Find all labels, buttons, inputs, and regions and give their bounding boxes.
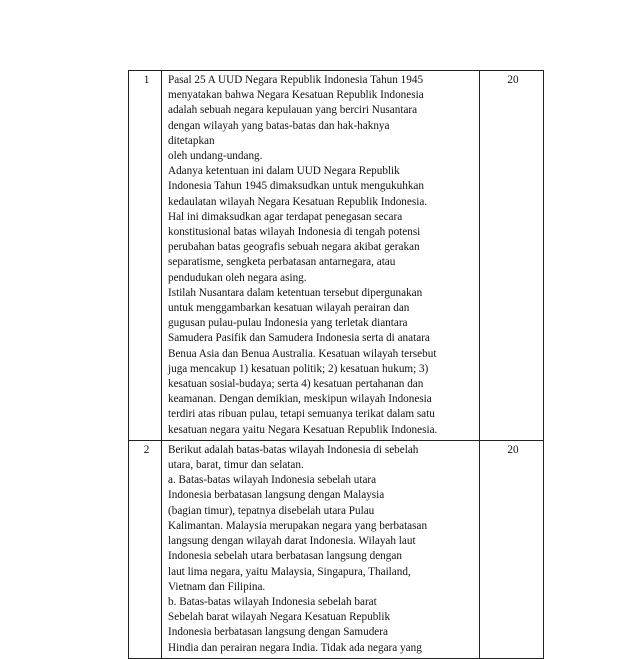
table-row [129, 440, 544, 658]
text-line: Indonesia berbatasan langsung dengan Samudera [168, 626, 388, 639]
text-line: Berikut adalah batas-batas wilayah Indonesia di sebelah [168, 443, 419, 456]
text-line: Benua Asia dan Benua Australia. Kesatuan wilayah tersebut [168, 347, 437, 360]
text-line: kesatuan negara yaitu Negara Kesatuan Republik Indonesia. [168, 423, 438, 436]
text-line: (bagian timur), tepatnya disebelah utara Pulau [168, 504, 375, 517]
text-line: a. Batas-batas wilayah Indonesia sebelah utara [168, 474, 377, 487]
text-line: pendudukan oleh negara asing. [168, 271, 307, 284]
text-line: langsung dengan wilayah darat Indonesia. Wilayah laut [168, 535, 416, 548]
row-number: 1 [129, 71, 162, 441]
text-line: laut lima negara, yaitu Malaysia, Singapura, Thailand, [168, 565, 411, 578]
text-line: Kalimantan. Malaysia merupakan negara yang berbatasan [168, 519, 428, 532]
answer-table [128, 70, 544, 659]
text-line: kedaulatan wilayah Negara Kesatuan Republik Indonesia. [168, 195, 428, 208]
text-line: adalah sebuah negara kepulauan yang berciri Nusantara [168, 104, 418, 117]
text-line: ditetapkan [168, 134, 215, 147]
text-line: utara, barat, timur dan selatan. [168, 459, 304, 472]
text-line: juga mencakup 1) kesatuan politik; 2) kesatuan hukum; 3) [168, 362, 429, 375]
text-line: Indonesia Tahun 1945 dimaksudkan untuk mengukuhkan [168, 180, 424, 193]
text-line: Samudera Pasifik dan Samudera Indonesia serta di anatara [168, 332, 430, 345]
text-line: Indonesia berbatasan langsung dengan Malaysia [168, 489, 385, 502]
text-line: Sebelah barat wilayah Negara Kesatuan Republik [168, 611, 391, 624]
row-score: 20 [480, 440, 544, 658]
text-line: b. Batas-batas wilayah Indonesia sebelah barat [168, 595, 377, 608]
text-line: Istilah Nusantara dalam ketentuan tersebut dipergunakan [168, 286, 423, 299]
text-line: terdiri atas ribuan pulau, tetapi semuanya terikat dalam satu [168, 408, 435, 421]
row-content [162, 71, 480, 441]
text-line: dengan wilayah yang batas-batas dan hak-haknya [168, 119, 390, 132]
text-line: Hal ini dimaksudkan agar terdapat penegasan secara [168, 210, 403, 223]
text-line: menyatakan bahwa Negara Kesatuan Republik Indonesia [168, 89, 424, 102]
text-line: separatisme, sengketa perbatasan antarnegara, atau [168, 256, 396, 269]
text-line: konstitusional batas wilayah Indonesia di tengah potensi [168, 226, 421, 239]
text-line: perubahan batas geografis sebuah negara akibat gerakan [168, 241, 420, 254]
text-line: Indonesia sebelah utara berbatasan langsung dengan [168, 550, 402, 563]
row-number: 2 [129, 440, 162, 658]
text-line: Hindia dan perairan negara India. Tidak ada negara yang [168, 641, 422, 654]
text-line: Vietnam dan Filipina. [168, 580, 266, 593]
row-score: 20 [480, 71, 544, 441]
text-line: untuk menggambarkan kesatuan wilayah perairan dan [168, 302, 410, 315]
text-line: oleh undang-undang. [168, 150, 263, 163]
text-line: gugusan pulau-pulau Indonesia yang terletak diantara [168, 317, 408, 330]
text-line: Pasal 25 A UUD Negara Republik Indonesia Tahun 1945 [168, 74, 424, 86]
text-line: Adanya ketentuan ini dalam UUD Negara Republik [168, 165, 400, 178]
text-line: kesatuan sosial-budaya; serta 4) kesatuan pertahanan dan [168, 378, 424, 391]
row-content [162, 440, 480, 658]
text-line: keamanan. Dengan demikian, meskipun wilayah Indonesia [168, 393, 432, 406]
table-row [129, 71, 544, 441]
